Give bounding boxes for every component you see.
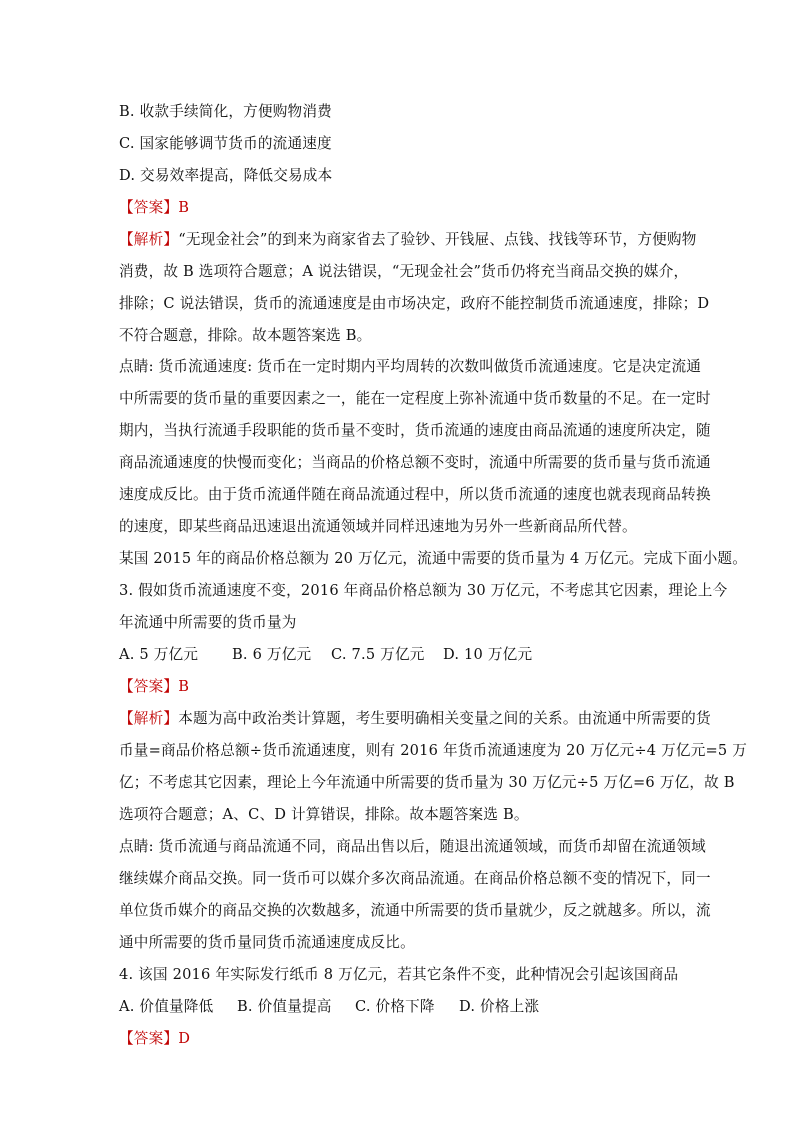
note-line-2: 中所需要的货币量的重要因素之一，能在一定程度上弥补流通中货币数量的不足。在一定时 [119,390,711,407]
note-line-6: 的速度，即某些商品迅速退出流通领域并同样迅速地为另外一些新商品所代替。 [119,518,637,535]
answer-value: D [178,1030,191,1047]
q4-option-d: D. 价格上涨 [459,998,540,1015]
question-4-options [119,997,539,1017]
option-b-line: B. 收款手续简化，方便购物消费 [119,103,332,120]
note-line-10: 通中所需要的货币量同货币流通速度成反比。 [119,934,415,951]
note-line-7: 点睛: 货币流通与商品流通不同，商品出售以后，随退出流通领域，而货币却留在流通领域 [119,838,706,855]
analysis-line-5 [119,709,711,729]
answer-label: 【答案】 [119,199,179,216]
note-line-4: 商品流通速度的快慢而变化；当商品的价格总额不变时，流通中所需要的货币量与货币流通 [119,454,711,471]
answer-line-2 [119,677,189,697]
answer-label: 【答案】 [119,678,179,695]
scenario-line: 某国 2015 年的商品价格总额为 20 万亿元，流通中需要的货币量为 4 万亿元。完成下面小题。 [119,550,748,567]
analysis-line-1 [119,230,697,250]
answer-label: 【答案】 [119,1030,179,1047]
option-d-line: D. 交易效率提高，降低交易成本 [119,167,333,184]
question-4-line: 4. 该国 2016 年实际发行纸币 8 万亿元，若其它条件不变，此种情况会引起该国商品 [119,966,679,983]
analysis-line-6: 币量=商品价格总额÷货币流通速度，则有 2016 年货币流通速度为 20 万亿元÷4 万亿元=5 万 [119,742,748,759]
note-line-3: 期内，当执行流通手段职能的货币量不变时，货币流通的速度由商品流通的速度所决定，随 [119,422,711,439]
q3-option-c: C. 7.5 万亿元 [331,646,425,663]
analysis-label: 【解析】 [119,710,179,727]
question-3-options [119,645,532,665]
note-line-9: 单位货币媒介的商品交换的次数越多，流通中所需要的货币量就少，反之就越多。所以，流 [119,902,711,919]
note-line-1: 点睛: 货币流通速度: 货币在一定时期内平均周转的次数叫做货币流通速度。它是决定流通 [119,358,702,375]
q3-option-d: D. 10 万亿元 [443,646,533,663]
analysis-line-8: 选项符合题意；A、C、D 计算错误，排除。故本题答案选 B。 [119,806,529,823]
analysis-text: “无现金社会”的到来为商家省去了验钞、开钱屉、点钱、找钱等环节，方便购物 [178,231,697,248]
q4-option-b: B. 价值量提高 [237,998,332,1015]
q3-option-b: B. 6 万亿元 [232,646,312,663]
answer-line-3 [119,1029,190,1049]
q4-option-a: A. 价值量降低 [119,998,214,1015]
note-line-5: 速度成反比。由于货币流通伴随在商品流通过程中，所以货币流通的速度也就表现商品转换 [119,486,711,503]
analysis-line-3: 排除；C 说法错误，货币的流通速度是由市场决定，政府不能控制货币流通速度，排除；D [119,295,710,312]
analysis-text: 本题为高中政治类计算题，考生要明确相关变量之间的关系。由流通中所需要的货 [178,710,711,727]
question-3-line-2: 年流通中所需要的货币量为 [119,614,297,631]
q4-option-c: C. 价格下降 [355,998,435,1015]
answer-line-1 [119,198,189,218]
option-c-line: C. 国家能够调节货币的流通速度 [119,135,332,152]
question-3-line-1: 3. 假如货币流通速度不变，2016 年商品价格总额为 30 万亿元，不考虑其它因素，理论上今 [119,582,728,599]
answer-value: B [178,199,190,216]
analysis-line-2: 消费，故 B 选项符合题意；A 说法错误，“无现金社会”货币仍将充当商品交换的媒介， [119,263,689,280]
note-line-8: 继续媒介商品交换。同一货币可以媒介多次商品流通。在商品价格总额不变的情况下，同一 [119,870,711,887]
analysis-line-4: 不符合题意，排除。故本题答案选 B。 [119,327,372,344]
analysis-label: 【解析】 [119,231,179,248]
analysis-line-7: 亿；不考虑其它因素，理论上今年流通中所需要的货币量为 30 万亿元÷5 万亿=6 万亿，故 B [119,774,735,791]
answer-value: B [178,678,190,695]
q3-option-a: A. 5 万亿元 [119,646,199,663]
